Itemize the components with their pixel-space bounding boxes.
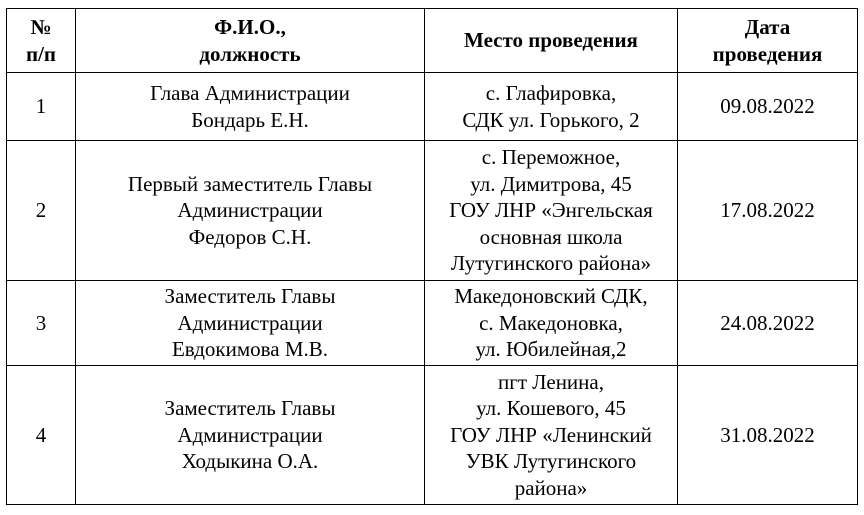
header-date-line: Дата bbox=[744, 15, 791, 39]
header-row bbox=[7, 9, 858, 73]
place-line: ул. Юбилейная,2 bbox=[475, 337, 627, 362]
row-date: 24.08.2022 bbox=[678, 281, 858, 366]
header-name bbox=[76, 9, 425, 73]
header-num-line: п/п bbox=[25, 41, 57, 66]
schedule-table bbox=[6, 8, 858, 505]
place-line: пгт Ленина, bbox=[498, 369, 604, 394]
place-line: с. Глафировка, bbox=[485, 81, 617, 105]
place-line: основная школа bbox=[479, 224, 623, 249]
row-place bbox=[425, 366, 678, 505]
name-line: Администрации bbox=[177, 422, 323, 447]
name-line: Ходыкина О.А. bbox=[181, 449, 319, 474]
table-row bbox=[7, 73, 858, 141]
header-name-line: должность bbox=[199, 41, 301, 66]
name-line: Администрации bbox=[177, 310, 323, 335]
row-name bbox=[76, 366, 425, 505]
name-line: Заместитель Главы bbox=[164, 396, 336, 421]
name-line: Евдокимова М.В. bbox=[171, 337, 329, 362]
place-line: ул. Кошевого, 45 bbox=[476, 396, 626, 421]
row-place bbox=[425, 281, 678, 366]
table-row bbox=[7, 281, 858, 366]
header-num bbox=[7, 9, 76, 73]
header-date-line: проведения bbox=[712, 41, 823, 66]
place-line: с. Македоновка, bbox=[479, 310, 623, 335]
header-name-line: Ф.И.О., bbox=[214, 15, 286, 39]
header-place-line: Место проведения bbox=[464, 28, 638, 53]
name-line: Заместитель Главы bbox=[164, 284, 336, 309]
place-line: Лутугинского района» bbox=[450, 251, 652, 276]
place-line: УВК Лутугинского bbox=[465, 449, 637, 474]
row-name bbox=[76, 73, 425, 141]
place-line: района» bbox=[514, 475, 588, 500]
place-line: ул. Димитрова, 45 bbox=[470, 171, 632, 196]
name-line: Федоров С.Н. bbox=[188, 224, 312, 249]
place-line: с. Переможное, bbox=[481, 145, 621, 170]
row-name bbox=[76, 281, 425, 366]
place-line: ГОУ ЛНР «Энгельская bbox=[449, 198, 653, 223]
name-line: Первый заместитель Главы bbox=[127, 171, 373, 196]
name-line: Бондарь Е.Н. bbox=[191, 107, 309, 132]
row-date: 31.08.2022 bbox=[678, 366, 858, 505]
place-line: СДК ул. Горького, 2 bbox=[462, 107, 640, 132]
name-line: Администрации bbox=[177, 198, 323, 223]
header-date bbox=[678, 9, 858, 73]
place-line: Македоновский СДК, bbox=[454, 284, 648, 309]
row-num: 1 bbox=[7, 73, 76, 141]
place-line: ГОУ ЛНР «Ленинский bbox=[450, 422, 652, 447]
table-row bbox=[7, 141, 858, 281]
row-name bbox=[76, 141, 425, 281]
row-date: 17.08.2022 bbox=[678, 141, 858, 281]
name-line: Глава Администрации bbox=[150, 81, 350, 105]
row-place bbox=[425, 73, 678, 141]
row-num: 3 bbox=[7, 281, 76, 366]
table-row bbox=[7, 366, 858, 505]
row-num: 2 bbox=[7, 141, 76, 281]
row-num: 4 bbox=[7, 366, 76, 505]
header-num-line: № bbox=[30, 15, 52, 39]
header-place bbox=[425, 9, 678, 73]
row-date: 09.08.2022 bbox=[678, 73, 858, 141]
row-place bbox=[425, 141, 678, 281]
